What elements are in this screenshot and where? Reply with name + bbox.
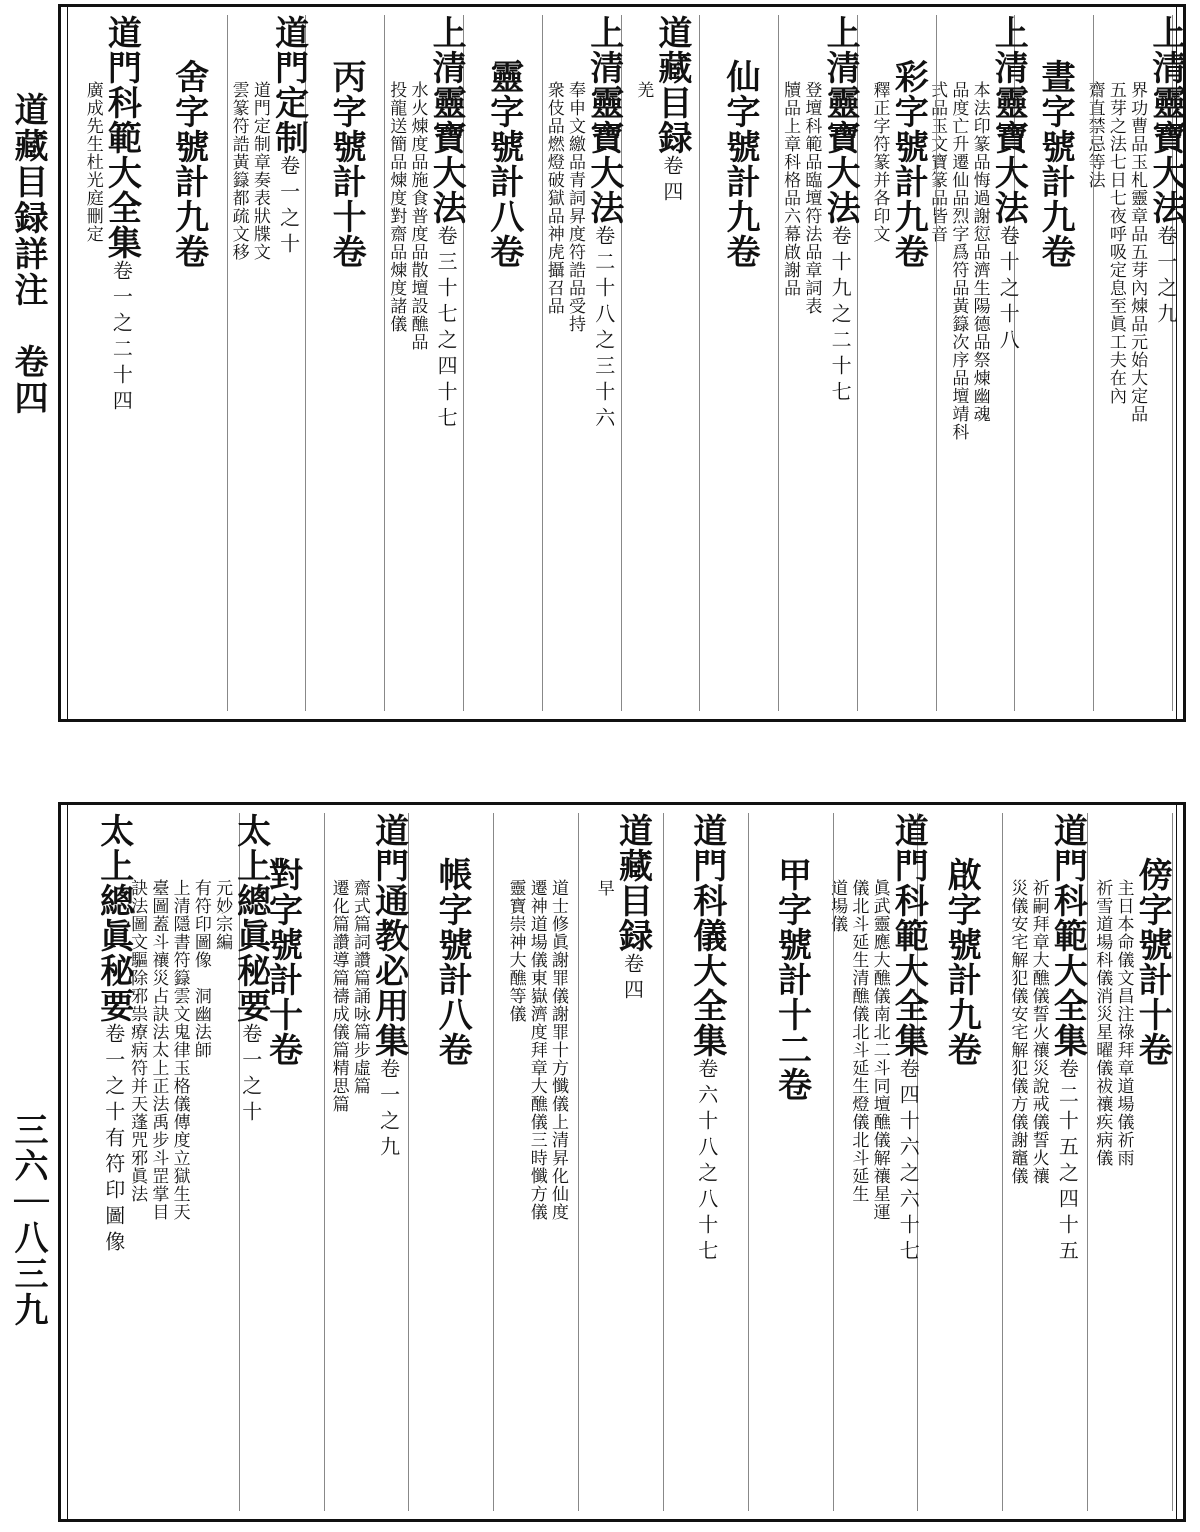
entry-annotation: 遷神道場儀東嶽濟度拜章大醮儀三時懺方儀 xyxy=(526,879,547,1221)
volume-range: 卷四 xyxy=(620,953,645,1005)
volume-range: 卷十之十八 xyxy=(996,225,1021,355)
volume-range: 卷三十七之四十七 xyxy=(434,225,459,433)
entry-title: 道藏目録卷四 xyxy=(612,813,653,1005)
volume-range: 卷四 xyxy=(659,155,684,207)
entry-annotation: 早 xyxy=(593,879,614,897)
entry-title: 上清靈寶大法卷三十七之四十七 xyxy=(426,15,467,433)
entry-annotation: 本法印篆品悔過謝愆品濟生陽德品祭煉幽魂 xyxy=(969,81,990,423)
entry-title: 甲字號計十二卷 xyxy=(771,857,812,1102)
catalog-column xyxy=(385,15,467,711)
volume-range: 卷二十八之三十六 xyxy=(591,225,616,433)
upper-columns xyxy=(71,15,1186,711)
entry-title: 道門科範大全集卷一之二十四 xyxy=(101,15,142,416)
entry-annotation: 牘品上章科格品六幕啟謝品 xyxy=(780,81,801,297)
catalog-column xyxy=(700,15,779,711)
entry-annotation: 道士修眞謝罪儀謝罪十方懺儀上清昇化仙度 xyxy=(548,879,569,1221)
entry-annotation: 齋式篇詞讚篇誦咏篇步虛篇 xyxy=(349,879,370,1095)
entry-annotation: 訣法圖文驅除邪祟療病符并天蓬咒邪眞法 xyxy=(127,879,148,1203)
entry-annotation: 靈寶崇神大醮等儀 xyxy=(505,879,526,1023)
entry-annotation: 投龍送簡品煉度對齋品煉度諸儀 xyxy=(386,81,407,333)
entry-title: 啟字號計九卷 xyxy=(941,857,982,1067)
catalog-column xyxy=(494,813,579,1511)
entry-title: 對字號計十卷 xyxy=(262,857,303,1067)
entry-annotation: 主日本命儀文昌注祿拜章道場儀祈雨 xyxy=(1113,879,1134,1167)
catalog-column xyxy=(306,15,385,711)
entry-title: 道門定制卷一之十 xyxy=(268,15,309,259)
entry-annotation: 祈雪道場科儀消災星曜儀祓禳疾病儀 xyxy=(1092,879,1113,1167)
entry-annotation: 奉申文繳品青詞昇度符誥品受持 xyxy=(565,81,586,333)
entry-annotation: 道門定制章奏表狀牒文 xyxy=(249,81,270,261)
entry-annotation: 廣成先生杜光庭刪定 xyxy=(82,81,103,243)
catalog-column xyxy=(622,15,701,711)
entry-title: 彩字號計九卷 xyxy=(888,59,929,269)
catalog-column xyxy=(749,813,834,1511)
catalog-column xyxy=(827,813,929,1511)
entry-title: 道門通教必用集卷一之九 xyxy=(368,813,409,1162)
volume-range: 卷十九之二十七 xyxy=(828,225,853,407)
entry-annotation: 災儀安宅解犯儀安宅解犯儀方儀謝竈儀 xyxy=(1007,879,1028,1185)
entry-title: 上清靈寶大法卷二十八之三十六 xyxy=(583,15,624,433)
entry-title: 上清靈寶大法卷十九之二十七 xyxy=(820,15,861,407)
catalog-column xyxy=(409,813,494,1511)
entry-annotation: 儀北斗延生清醮儀北斗延生燈儀北斗延生 xyxy=(848,879,869,1203)
entry-title: 靈字號計八卷 xyxy=(483,59,524,269)
catalog-column xyxy=(664,813,749,1511)
entry-title: 晝字號計九卷 xyxy=(1035,59,1076,269)
entry-annotation: 式品玉文寶篆品皆音 xyxy=(927,81,948,243)
catalog-column xyxy=(579,813,664,1511)
upper-register xyxy=(58,4,1186,722)
entry-annotation: 臺圖蓋斗禳災占訣法太上正法禹步斗罡掌目 xyxy=(148,879,169,1221)
entry-annotation: 雲篆符誥黃籙都疏文移 xyxy=(228,81,249,261)
volume-range: 卷一之十 xyxy=(276,155,301,259)
entry-annotation: 水火煉度品施食普度品散壇設醮品 xyxy=(407,81,428,351)
entry-title: 道藏目録卷四 xyxy=(651,15,692,207)
volume-range: 卷一之十 xyxy=(238,1023,263,1127)
lower-register xyxy=(58,802,1186,1522)
lower-columns xyxy=(71,813,1173,1511)
catalog-column xyxy=(779,15,861,711)
volume-range: 卷一之十有符印圖像 xyxy=(101,1023,126,1257)
entry-annotation: 有符印圖像 洞幽法師 xyxy=(190,879,211,1059)
catalog-column xyxy=(228,15,307,711)
entry-title: 道門科範大全集卷四十六之六十七 xyxy=(888,813,929,1266)
entry-annotation: 界功曹品玉札靈章品五芽內煉品元始大定品 xyxy=(1127,81,1148,423)
catalog-column xyxy=(858,15,937,711)
entry-annotation: 眞武靈應大醮儀南北二斗同壇醮儀解禳星運 xyxy=(869,879,890,1221)
volume-range: 卷一之九 xyxy=(376,1058,401,1162)
entry-annotation: 衆伎品燃燈破獄品神虎攝召品 xyxy=(543,81,564,315)
entry-annotation: 祈嗣拜章大醮儀誓火禳災說戒儀誓火禳 xyxy=(1028,879,1049,1185)
volume-range: 卷二十五之四十五 xyxy=(1055,1058,1080,1266)
entry-annotation: 登壇科範品臨壇符法品章詞表 xyxy=(801,81,822,315)
volume-range: 卷六十八之八十七 xyxy=(694,1058,719,1266)
entry-annotation: 遷化篇讚導篇禱成儀篇精思篇 xyxy=(328,879,349,1113)
entry-title: 傍字號計十卷 xyxy=(1132,857,1173,1067)
entry-annotation: 五芽之法七日七夜呼吸定息至眞工夫在內 xyxy=(1105,81,1126,405)
volume-range: 卷四十六之六十七 xyxy=(896,1058,921,1266)
entry-title: 丙字號計十卷 xyxy=(326,59,367,269)
entry-title: 太上總眞秘要卷一之十有符印圖像 xyxy=(93,813,134,1257)
entry-annotation: 元妙宗編 xyxy=(212,879,233,951)
page-number: 三六｜八三九 xyxy=(8,1112,48,1328)
entry-title: 道門科範大全集卷二十五之四十五 xyxy=(1047,813,1088,1266)
catalog-column xyxy=(1003,813,1088,1511)
catalog-column xyxy=(71,15,149,711)
catalog-column xyxy=(127,813,271,1511)
volume-range: 卷一之九 xyxy=(1153,225,1178,329)
entry-title: 仙字號計九卷 xyxy=(720,59,761,269)
entry-title: 上清靈寶大法卷十之十八 xyxy=(988,15,1029,355)
catalog-column xyxy=(1088,813,1173,1511)
entry-annotation: 齋直禁忌等法 xyxy=(1084,81,1105,189)
entry-title: 道門科儀大全集卷六十八之八十七 xyxy=(686,813,727,1266)
catalog-column xyxy=(464,15,543,711)
entry-annotation: 釋正字符篆并各印文 xyxy=(869,81,890,243)
entry-title: 帳字號計八卷 xyxy=(432,857,473,1067)
entry-annotation: 羌 xyxy=(633,81,654,99)
catalog-column xyxy=(149,15,228,711)
volume-range: 卷一之二十四 xyxy=(109,260,134,416)
entry-title: 上清靈寶大法卷一之九 xyxy=(1145,15,1186,329)
catalog-column xyxy=(1084,15,1186,711)
entry-title: 舍字號計九卷 xyxy=(168,59,209,269)
catalog-column xyxy=(325,813,410,1511)
catalog-column xyxy=(71,813,155,1511)
entry-annotation: 道場儀 xyxy=(827,879,848,933)
entry-annotation: 品度亡升遷仙品烈字爲符品黃籙次序品壇靖科 xyxy=(948,81,969,441)
catalog-column xyxy=(927,15,1029,711)
catalog-column xyxy=(543,15,622,711)
entry-title: 太上總眞秘要卷一之十 xyxy=(230,813,271,1127)
catalog-column xyxy=(918,813,1003,1511)
running-title: 道藏目録詳注 卷四 xyxy=(8,92,48,416)
entry-annotation: 上清隱書符籙雲文鬼律玉格儀傳度立獄生天 xyxy=(169,879,190,1221)
